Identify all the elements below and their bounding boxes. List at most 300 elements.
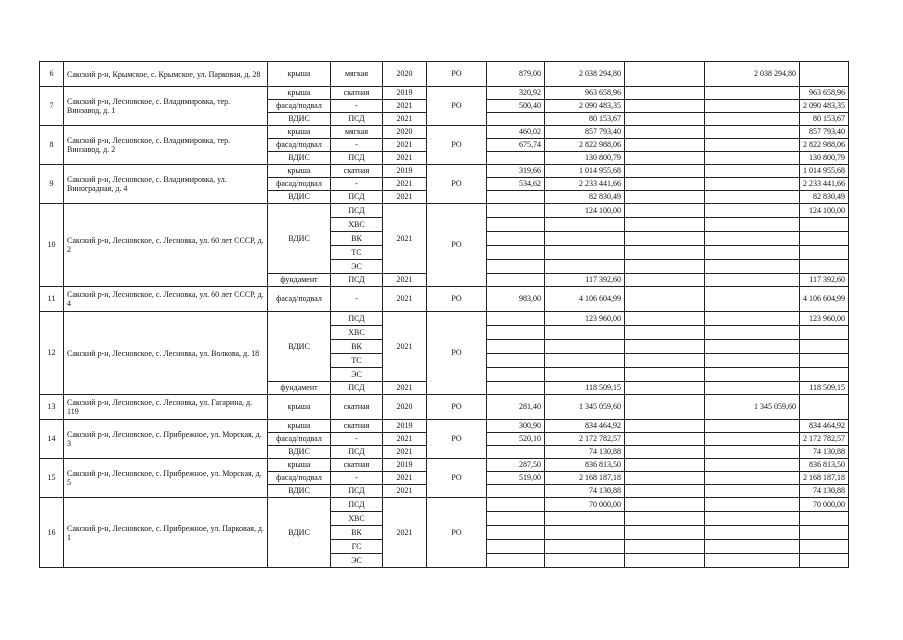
amount-cell [625, 382, 705, 395]
table-row [40, 62, 849, 87]
element-cell: крыша [268, 420, 331, 433]
total-cell: 74 130,88 [800, 485, 849, 498]
amount-cell [625, 287, 705, 312]
cost-cell [545, 218, 625, 232]
amount-cell [705, 274, 800, 287]
total-cell: 2 822 988,06 [800, 139, 849, 152]
cost-cell [545, 512, 625, 526]
type-cell: ПСД [331, 312, 383, 326]
element-cell: ВДИС [268, 312, 331, 382]
amount-cell [625, 354, 705, 368]
type-cell: ПСД [331, 498, 383, 512]
area-cell [487, 485, 545, 498]
area-cell [487, 354, 545, 368]
year-cell: 2021 [383, 100, 427, 113]
row-number: 13 [40, 395, 64, 420]
amount-cell [705, 446, 800, 459]
total-cell: 4 106 604,99 [800, 287, 849, 312]
area-cell [487, 152, 545, 165]
ro-cell: РО [427, 126, 487, 165]
element-cell: крыша [268, 395, 331, 420]
year-cell: 2021 [383, 498, 427, 568]
area-cell: 675,74 [487, 139, 545, 152]
total-cell [800, 232, 849, 246]
ro-cell: РО [427, 62, 487, 87]
amount-cell [705, 260, 800, 274]
amount-cell [705, 126, 800, 139]
ro-cell: РО [427, 165, 487, 204]
area-cell: 983,00 [487, 287, 545, 312]
address-cell: Сакский р-н, Лесновское, с. Владимировка, тер. Винзавод, д. 2 [64, 126, 268, 165]
element-cell: фасад/подвал [268, 472, 331, 485]
capital-repair-table [39, 61, 849, 568]
type-cell: ВК [331, 340, 383, 354]
amount-cell [705, 204, 800, 218]
amount-cell [705, 472, 800, 485]
area-cell [487, 526, 545, 540]
amount-cell [625, 113, 705, 126]
type-cell: - [331, 100, 383, 113]
type-cell: ГС [331, 540, 383, 554]
total-cell [800, 62, 849, 87]
type-cell: - [331, 178, 383, 191]
amount-cell [625, 395, 705, 420]
row-number: 15 [40, 459, 64, 498]
total-cell [800, 218, 849, 232]
area-cell [487, 204, 545, 218]
area-cell: 520,10 [487, 433, 545, 446]
amount-cell [625, 246, 705, 260]
amount-cell [625, 433, 705, 446]
amount-cell [705, 218, 800, 232]
row-number: 14 [40, 420, 64, 459]
total-cell [800, 540, 849, 554]
element-cell: ВДИС [268, 191, 331, 204]
total-cell: 130 800,79 [800, 152, 849, 165]
total-cell: 836 813,50 [800, 459, 849, 472]
type-cell: ПСД [331, 113, 383, 126]
amount-cell [705, 287, 800, 312]
cost-cell [545, 260, 625, 274]
amount-cell [625, 191, 705, 204]
year-cell: 2021 [383, 178, 427, 191]
total-cell: 2 090 483,35 [800, 100, 849, 113]
type-cell: - [331, 139, 383, 152]
total-cell: 80 153,67 [800, 113, 849, 126]
element-cell: крыша [268, 87, 331, 100]
year-cell: 2019 [383, 420, 427, 433]
area-cell [487, 218, 545, 232]
total-cell [800, 368, 849, 382]
table-row [40, 420, 849, 433]
cost-cell: 2 038 294,80 [545, 62, 625, 87]
total-cell [800, 260, 849, 274]
type-cell: мягкая [331, 126, 383, 139]
element-cell: крыша [268, 126, 331, 139]
cost-cell: 963 658,96 [545, 87, 625, 100]
area-cell [487, 113, 545, 126]
cost-cell: 2 822 988,06 [545, 139, 625, 152]
year-cell: 2020 [383, 62, 427, 87]
year-cell: 2020 [383, 395, 427, 420]
type-cell: ПСД [331, 152, 383, 165]
ro-cell: РО [427, 395, 487, 420]
type-cell: ПСД [331, 274, 383, 287]
table-row [40, 498, 849, 512]
amount-cell [625, 446, 705, 459]
table-row [40, 126, 849, 139]
row-number: 12 [40, 312, 64, 395]
total-cell [800, 395, 849, 420]
area-cell [487, 512, 545, 526]
type-cell: скатная [331, 395, 383, 420]
year-cell: 2021 [383, 287, 427, 312]
type-cell: скатная [331, 165, 383, 178]
amount-cell [705, 312, 800, 326]
amount-cell [705, 354, 800, 368]
amount-cell [705, 246, 800, 260]
amount-cell [625, 526, 705, 540]
cost-cell: 70 000,00 [545, 498, 625, 512]
amount-cell [625, 152, 705, 165]
table-row [40, 459, 849, 472]
type-cell: ХВС [331, 326, 383, 340]
year-cell: 2021 [383, 382, 427, 395]
type-cell: мягкая [331, 62, 383, 87]
area-cell [487, 260, 545, 274]
element-cell: ВДИС [268, 446, 331, 459]
area-cell: 519,00 [487, 472, 545, 485]
cost-cell: 123 960,00 [545, 312, 625, 326]
amount-cell [705, 433, 800, 446]
area-cell [487, 326, 545, 340]
total-cell: 74 130,88 [800, 446, 849, 459]
element-cell: фасад/подвал [268, 287, 331, 312]
amount-cell [705, 191, 800, 204]
amount-cell [705, 512, 800, 526]
amount-cell [705, 382, 800, 395]
area-cell [487, 540, 545, 554]
cost-cell [545, 340, 625, 354]
amount-cell [705, 368, 800, 382]
row-number: 9 [40, 165, 64, 204]
table-row [40, 87, 849, 100]
amount-cell [625, 368, 705, 382]
cost-cell: 118 509,15 [545, 382, 625, 395]
address-cell: Сакский р-н, Лесновское, с. Лесновка, ул. 60 лет СССР, д. 2 [64, 204, 268, 287]
type-cell: скатная [331, 87, 383, 100]
amount-cell [625, 312, 705, 326]
amount-cell [625, 420, 705, 433]
type-cell: - [331, 287, 383, 312]
area-cell: 287,50 [487, 459, 545, 472]
total-cell [800, 554, 849, 568]
cost-cell [545, 540, 625, 554]
amount-cell [625, 260, 705, 274]
area-cell: 281,40 [487, 395, 545, 420]
cost-cell: 2 172 782,57 [545, 433, 625, 446]
amount-cell [625, 232, 705, 246]
amount-cell [625, 62, 705, 87]
total-cell: 118 509,15 [800, 382, 849, 395]
amount-cell [625, 472, 705, 485]
area-cell: 500,40 [487, 100, 545, 113]
type-cell: ПСД [331, 204, 383, 218]
total-cell: 1 014 955,68 [800, 165, 849, 178]
cost-cell [545, 326, 625, 340]
amount-cell [705, 340, 800, 354]
total-cell: 857 793,40 [800, 126, 849, 139]
area-cell [487, 554, 545, 568]
amount-cell [625, 126, 705, 139]
row-number: 8 [40, 126, 64, 165]
type-cell: - [331, 472, 383, 485]
cost-cell: 4 106 604,99 [545, 287, 625, 312]
year-cell: 2021 [383, 191, 427, 204]
type-cell: ЭС [331, 554, 383, 568]
area-cell: 320,92 [487, 87, 545, 100]
element-cell: крыша [268, 165, 331, 178]
area-cell: 879,00 [487, 62, 545, 87]
type-cell: - [331, 433, 383, 446]
type-cell: ВК [331, 232, 383, 246]
total-cell: 834 464,92 [800, 420, 849, 433]
area-cell [487, 232, 545, 246]
address-cell: Сакский р-н, Крымское, с. Крымское, ул. Парковая, д. 28 [64, 62, 268, 87]
total-cell [800, 326, 849, 340]
cost-cell: 74 130,88 [545, 485, 625, 498]
element-cell: фасад/подвал [268, 100, 331, 113]
cost-cell: 857 793,40 [545, 126, 625, 139]
element-cell: фасад/подвал [268, 139, 331, 152]
amount-cell [625, 512, 705, 526]
amount-cell [705, 178, 800, 191]
amount-cell [625, 100, 705, 113]
amount-cell: 2 038 294,80 [705, 62, 800, 87]
year-cell: 2021 [383, 312, 427, 382]
year-cell: 2021 [383, 139, 427, 152]
amount-cell [625, 218, 705, 232]
year-cell: 2019 [383, 459, 427, 472]
amount-cell [625, 340, 705, 354]
element-cell: фундамент [268, 274, 331, 287]
amount-cell [705, 459, 800, 472]
amount-cell [625, 326, 705, 340]
amount-cell [705, 152, 800, 165]
ro-cell: РО [427, 420, 487, 459]
type-cell: ХВС [331, 218, 383, 232]
year-cell: 2021 [383, 204, 427, 274]
table-body [40, 62, 849, 568]
amount-cell [705, 526, 800, 540]
row-number: 10 [40, 204, 64, 287]
type-cell: ЭС [331, 260, 383, 274]
cost-cell [545, 526, 625, 540]
type-cell: ВК [331, 526, 383, 540]
cost-cell [545, 354, 625, 368]
year-cell: 2020 [383, 126, 427, 139]
amount-cell [705, 326, 800, 340]
address-cell: Сакский р-н, Лесновское, с. Лесновка, ул. 60 лет СССР, д. 4 [64, 287, 268, 312]
total-cell: 117 392,60 [800, 274, 849, 287]
amount-cell [705, 420, 800, 433]
year-cell: 2021 [383, 433, 427, 446]
year-cell: 2021 [383, 113, 427, 126]
year-cell: 2019 [383, 87, 427, 100]
address-cell: Сакский р-н, Лесновское, с. Прибрежное, ул. Парковая, д. 1 [64, 498, 268, 568]
amount-cell [705, 232, 800, 246]
type-cell: ПСД [331, 382, 383, 395]
element-cell: крыша [268, 62, 331, 87]
area-cell: 300,90 [487, 420, 545, 433]
element-cell: крыша [268, 459, 331, 472]
cost-cell [545, 554, 625, 568]
cost-cell: 80 153,67 [545, 113, 625, 126]
area-cell [487, 246, 545, 260]
total-cell: 124 100,00 [800, 204, 849, 218]
address-cell: Сакский р-н, Лесновское, с. Лесновка, ул. Гагарина, д. 119 [64, 395, 268, 420]
element-cell: фасад/подвал [268, 433, 331, 446]
amount-cell [625, 204, 705, 218]
cost-cell: 2 233 441,66 [545, 178, 625, 191]
cost-cell: 2 168 187,18 [545, 472, 625, 485]
total-cell: 123 960,00 [800, 312, 849, 326]
year-cell: 2021 [383, 152, 427, 165]
total-cell: 2 168 187,18 [800, 472, 849, 485]
total-cell: 2 233 441,66 [800, 178, 849, 191]
area-cell: 460,02 [487, 126, 545, 139]
ro-cell: РО [427, 204, 487, 287]
row-number: 6 [40, 62, 64, 87]
table-row [40, 395, 849, 420]
address-cell: Сакский р-н, Лесновское, с. Владимировка, ул. Виноградная, д. 4 [64, 165, 268, 204]
amount-cell [705, 485, 800, 498]
ro-cell: РО [427, 87, 487, 126]
type-cell: ПСД [331, 191, 383, 204]
cost-cell: 2 090 483,35 [545, 100, 625, 113]
type-cell: ЭС [331, 368, 383, 382]
total-cell: 70 000,00 [800, 498, 849, 512]
table-row [40, 204, 849, 218]
cost-cell: 836 813,50 [545, 459, 625, 472]
amount-cell [705, 498, 800, 512]
total-cell [800, 246, 849, 260]
address-cell: Сакский р-н, Лесновское, с. Владимировка, тер. Винзавод, д. 1 [64, 87, 268, 126]
area-cell [487, 274, 545, 287]
cost-cell: 124 100,00 [545, 204, 625, 218]
area-cell [487, 498, 545, 512]
area-cell [487, 340, 545, 354]
area-cell: 534,62 [487, 178, 545, 191]
cost-cell: 1 014 955,68 [545, 165, 625, 178]
cost-cell: 1 345 059,60 [545, 395, 625, 420]
amount-cell [625, 459, 705, 472]
cost-cell [545, 368, 625, 382]
area-cell [487, 382, 545, 395]
total-cell [800, 526, 849, 540]
element-cell: ВДИС [268, 113, 331, 126]
cost-cell [545, 232, 625, 246]
amount-cell [625, 554, 705, 568]
cost-cell: 74 130,88 [545, 446, 625, 459]
element-cell: ВДИС [268, 498, 331, 568]
element-cell: ВДИС [268, 485, 331, 498]
cost-cell: 117 392,60 [545, 274, 625, 287]
total-cell [800, 340, 849, 354]
year-cell: 2021 [383, 472, 427, 485]
year-cell: 2019 [383, 165, 427, 178]
year-cell: 2021 [383, 274, 427, 287]
area-cell: 319,66 [487, 165, 545, 178]
element-cell: фундамент [268, 382, 331, 395]
type-cell: ТС [331, 246, 383, 260]
amount-cell [625, 87, 705, 100]
year-cell: 2021 [383, 446, 427, 459]
total-cell: 963 658,96 [800, 87, 849, 100]
element-cell: фасад/подвал [268, 178, 331, 191]
area-cell [487, 368, 545, 382]
year-cell: 2021 [383, 485, 427, 498]
cost-cell [545, 246, 625, 260]
row-number: 11 [40, 287, 64, 312]
amount-cell [705, 100, 800, 113]
type-cell: скатная [331, 420, 383, 433]
total-cell: 2 172 782,57 [800, 433, 849, 446]
amount-cell: 1 345 059,60 [705, 395, 800, 420]
amount-cell [705, 165, 800, 178]
type-cell: ПСД [331, 446, 383, 459]
area-cell [487, 191, 545, 204]
row-number: 7 [40, 87, 64, 126]
table-row [40, 287, 849, 312]
cost-cell: 82 830,49 [545, 191, 625, 204]
type-cell: скатная [331, 459, 383, 472]
amount-cell [625, 165, 705, 178]
table-row [40, 165, 849, 178]
address-cell: Сакский р-н, Лесновское, с. Лесновка, ул. Волкова, д. 18 [64, 312, 268, 395]
ro-cell: РО [427, 459, 487, 498]
address-cell: Сакский р-н, Лесновское, с. Прибрежное, ул. Морская, д. 5 [64, 459, 268, 498]
ro-cell: РО [427, 287, 487, 312]
element-cell: ВДИС [268, 204, 331, 274]
area-cell [487, 446, 545, 459]
total-cell: 82 830,49 [800, 191, 849, 204]
type-cell: ТС [331, 354, 383, 368]
amount-cell [625, 274, 705, 287]
cost-cell: 834 464,92 [545, 420, 625, 433]
table-row [40, 312, 849, 326]
amount-cell [705, 554, 800, 568]
amount-cell [625, 178, 705, 191]
total-cell [800, 354, 849, 368]
amount-cell [705, 540, 800, 554]
amount-cell [625, 485, 705, 498]
cost-cell: 130 800,79 [545, 152, 625, 165]
amount-cell [625, 540, 705, 554]
amount-cell [705, 139, 800, 152]
type-cell: ХВС [331, 512, 383, 526]
type-cell: ПСД [331, 485, 383, 498]
total-cell [800, 512, 849, 526]
row-number: 16 [40, 498, 64, 568]
amount-cell [625, 498, 705, 512]
ro-cell: РО [427, 312, 487, 395]
area-cell [487, 312, 545, 326]
ro-cell: РО [427, 498, 487, 568]
amount-cell [705, 87, 800, 100]
address-cell: Сакский р-н, Лесновское, с. Прибрежное, ул. Морская, д. 3 [64, 420, 268, 459]
amount-cell [705, 113, 800, 126]
